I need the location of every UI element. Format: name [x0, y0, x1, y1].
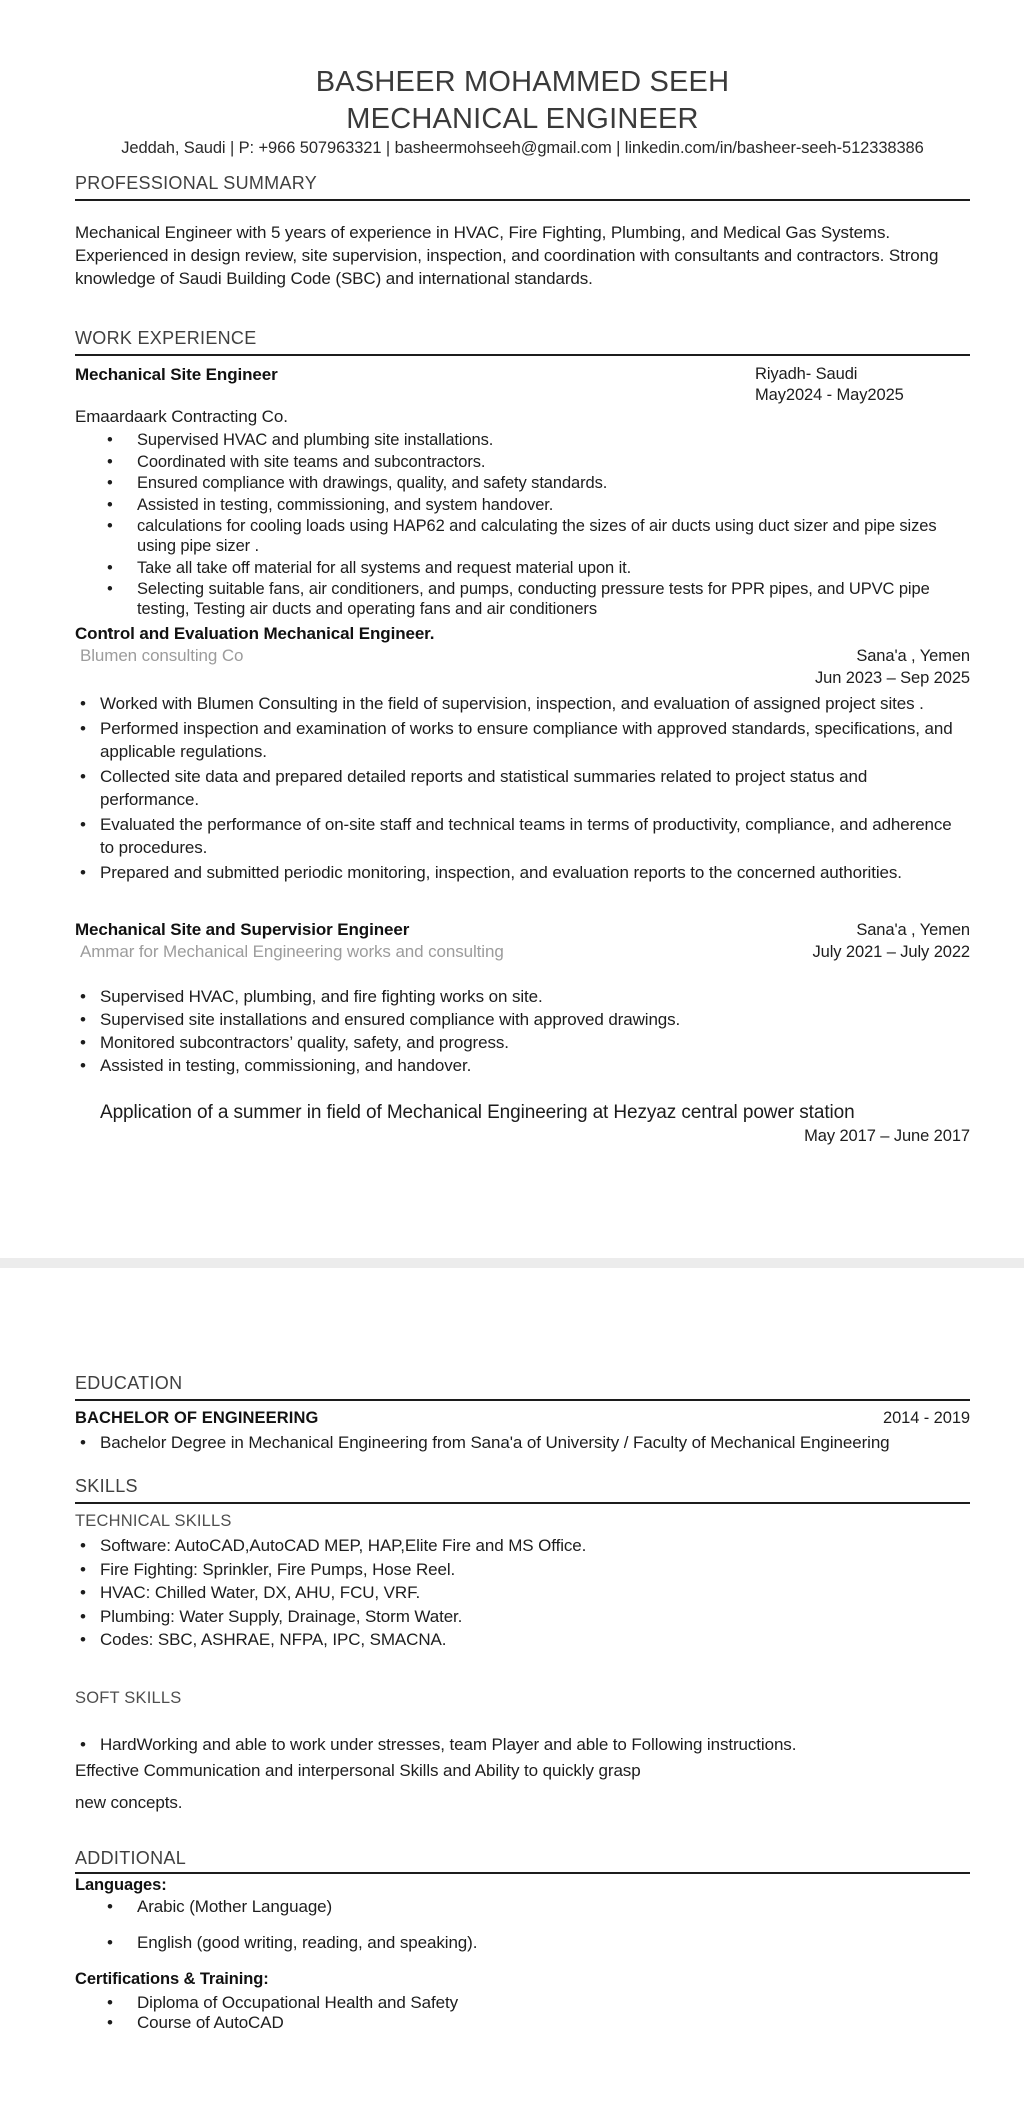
job2-location: Sana'a , Yemen [856, 647, 970, 665]
technical-skills-list [75, 1535, 970, 1651]
education-bullet-list [75, 1432, 970, 1454]
bullet-item: • Performed inspection and examination of works to ensure compliance with approved standards, specifications, and applicable regulations. [80, 717, 970, 763]
bullet-item: • Course of AutoCAD [107, 2013, 970, 2033]
bullet-item: • Supervised HVAC, plumbing, and fire fighting works on site. [80, 986, 970, 1008]
bullet-item: • Worked with Blumen Consulting in the field of supervision, inspection, and evaluation of assigned project sites . [80, 692, 970, 715]
section-heading-work-experience: WORK EXPERIENCE [75, 327, 970, 356]
job3-company: Ammar for Mechanical Engineering works and consulting [80, 942, 504, 961]
section-heading-education: EDUCATION [75, 1372, 970, 1401]
job1-dates: May2024 - May2025 [755, 386, 904, 404]
bullet-item: • Assisted in testing, commissioning, and handover. [80, 1055, 970, 1077]
bullet-item: • Bachelor Degree in Mechanical Engineering from Sana'a of University / Faculty of Mechanical Engineering [80, 1432, 970, 1454]
bullet-item: • Take all take off material for all systems and request material upon it. [107, 558, 970, 578]
bullet-item: • Plumbing: Water Supply, Drainage, Storm Water. [80, 1606, 970, 1628]
bullet-item: • Selecting suitable fans, air conditioners, and pumps, conducting pressure tests for PPR pipes, and UPVC pipe testing, Testing air ducts and operating fans and air conditioners [107, 579, 970, 619]
soft-skills-subheading: SOFT SKILLS [75, 1689, 182, 1707]
soft-skills-list [75, 1734, 970, 1756]
page-break-separator [0, 1258, 1024, 1268]
bullet-item: • calculations for cooling loads using HAP62 and calculating the sizes of air ducts using duct sizer and pipe sizes using pipe sizer . [107, 516, 970, 556]
internship-dates: May 2017 – June 2017 [804, 1127, 970, 1145]
bullet-item: • Collected site data and prepared detailed reports and statistical summaries related to project status and performance. [80, 765, 970, 811]
bullet-item: • Coordinated with site teams and subcontractors. [107, 452, 970, 472]
section-heading-professional-summary: PROFESSIONAL SUMMARY [75, 172, 970, 201]
job1-company: Emaardaark Contracting Co. [75, 407, 288, 426]
contact-line: Jeddah, Saudi | P: +966 507963321 | basheermohseeh@gmail.com | linkedin.com/in/basheer-seeh-512338386 [121, 139, 924, 157]
bullet-item: • HardWorking and able to work under stresses, team Player and able to Following instructions. [80, 1734, 970, 1756]
job1-header [75, 364, 970, 406]
education-row [75, 1407, 970, 1429]
job3-title: Mechanical Site and Supervisior Engineer [75, 920, 410, 939]
bullet-item: • Diploma of Occupational Health and Safety [107, 1993, 970, 2013]
bullet-item: • Fire Fighting: Sprinkler, Fire Pumps, Hose Reel. [80, 1559, 970, 1581]
bullet-item: • Evaluated the performance of on-site staff and technical teams in terms of productivity, compliance, and adherence to procedures. [80, 813, 970, 859]
job2-company-row [75, 645, 970, 667]
technical-skills-subheading: TECHNICAL SKILLS [75, 1512, 232, 1530]
candidate-job-title: MECHANICAL ENGINEER [346, 103, 699, 135]
job3-dates: July 2021 – July 2022 [812, 943, 970, 961]
bullet-item: • HVAC: Chilled Water, DX, AHU, FCU, VRF. [80, 1582, 970, 1604]
bullet-item: • Supervised HVAC and plumbing site installations. [107, 430, 970, 450]
certifications-label: Certifications & Training: [75, 1970, 269, 1988]
job3-bullet-list [75, 986, 970, 1077]
soft-skills-continuation: Effective Communication and interpersonal Skills and Ability to quickly grasp [75, 1761, 641, 1780]
education-dates: 2014 - 2019 [883, 1409, 970, 1427]
internship-title: Application of a summer in field of Mechanical Engineering at Hezyaz central power station [100, 1102, 855, 1123]
section-heading-additional: ADDITIONAL [75, 1847, 970, 1874]
bullet-item: • Monitored subcontractors’ quality, safety, and progress. [80, 1032, 970, 1054]
bullet-item: • Software: AutoCAD,AutoCAD MEP, HAP,Elite Fire and MS Office. [80, 1535, 970, 1557]
job1-location-dates [755, 364, 970, 406]
bullet-item: • Ensured compliance with drawings, quality, and safety standards. [107, 473, 970, 493]
job3-company-row [75, 941, 970, 963]
bullet-item: • Assisted in testing, commissioning, and system handover. [107, 495, 970, 515]
job3-header [75, 919, 970, 941]
bullet-item: • English (good writing, reading, and speaking). [107, 1932, 970, 1954]
languages-label: Languages: [75, 1876, 167, 1894]
job2-company: Blumen consulting Co [80, 646, 244, 665]
job1-title: Mechanical Site Engineer [75, 365, 278, 384]
bullet-item: • Supervised site installations and ensured compliance with approved drawings. [80, 1009, 970, 1031]
job2-title: Control and Evaluation Mechanical Engineer. [75, 624, 435, 643]
professional-summary-text: Mechanical Engineer with 5 years of experience in HVAC, Fire Fighting, Plumbing, and Medical Gas Systems. Experienced in design review, site supervision, inspection, and coordination with consultants and contractors. Strong knowledge of Saudi Building Code (SBC) and international standards. [75, 223, 939, 288]
job2-bullet-list [75, 692, 970, 884]
soft-skills-continuation-2: new concepts. [75, 1793, 183, 1812]
job1-location: Riyadh- Saudi [755, 365, 858, 383]
languages-list [75, 1896, 970, 1954]
degree-title: BACHELOR OF ENGINEERING [75, 1409, 319, 1427]
job1-bullet-list [75, 430, 970, 619]
section-heading-skills: SKILLS [75, 1475, 970, 1504]
bullet-item: • Prepared and submitted periodic monitoring, inspection, and evaluation reports to the concerned authorities. [80, 861, 970, 884]
job3-location: Sana'a , Yemen [856, 921, 970, 939]
certifications-list [75, 1993, 970, 2033]
bullet-item: • Arabic (Mother Language) [107, 1896, 970, 1918]
candidate-name: BASHEER MOHAMMED SEEH [315, 66, 730, 98]
job2-dates: Jun 2023 – Sep 2025 [815, 669, 970, 687]
bullet-item: • Codes: SBC, ASHRAE, NFPA, IPC, SMACNA. [80, 1629, 970, 1651]
